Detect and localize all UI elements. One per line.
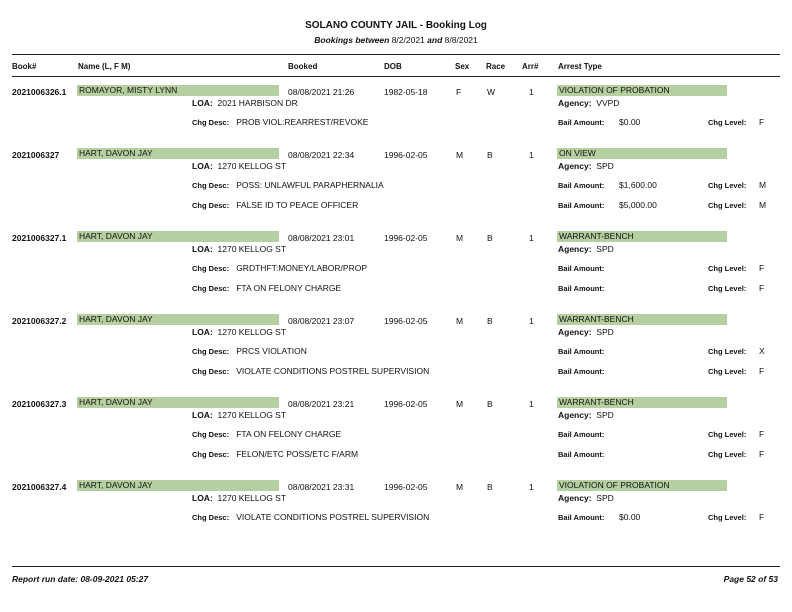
chg-desc-label: Chg Desc: bbox=[192, 513, 230, 522]
charge-desc-line bbox=[192, 283, 341, 293]
arrest-number: 1 bbox=[529, 482, 534, 492]
book-number: 2021006327.3 bbox=[12, 399, 67, 409]
inmate-name: HART, DAVON JAY bbox=[77, 231, 279, 242]
sex-value: M bbox=[456, 150, 464, 160]
sex-value: M bbox=[456, 399, 464, 409]
agency-line bbox=[558, 327, 614, 337]
agency-label: Agency: bbox=[558, 244, 592, 254]
charge-description: VIOLATE CONDITIONS POSTREL SUPERVISION bbox=[236, 366, 430, 376]
charge-description: PROB VIOL:REARREST/REVOKE bbox=[236, 117, 369, 127]
charge-desc-line bbox=[192, 200, 358, 210]
loa-label: LOA: bbox=[192, 98, 213, 108]
charge-level-value: F bbox=[759, 512, 765, 522]
column-header-arrest-type: Arrest Type bbox=[558, 62, 602, 71]
header-top-rule bbox=[12, 54, 780, 55]
race-value: B bbox=[487, 482, 493, 492]
agency-value: VVPD bbox=[596, 98, 620, 108]
book-number: 2021006327.1 bbox=[12, 233, 67, 243]
booked-datetime: 08/08/2021 23:01 bbox=[288, 233, 355, 243]
arrest-type: WARRANT-BENCH bbox=[557, 314, 727, 325]
date-of-birth: 1996-02-05 bbox=[384, 150, 428, 160]
loa-value: 1270 KELLOG ST bbox=[217, 493, 287, 503]
bail-amount-label: Bail Amount: bbox=[558, 181, 605, 190]
agency-line bbox=[558, 98, 619, 108]
column-header-arr: Arr# bbox=[522, 62, 539, 71]
loa-value: 2021 HARBISON DR bbox=[217, 98, 298, 108]
bail-amount-label: Bail Amount: bbox=[558, 201, 605, 210]
agency-label: Agency: bbox=[558, 493, 592, 503]
sex-value: M bbox=[456, 482, 464, 492]
booked-datetime: 08/08/2021 23:31 bbox=[288, 482, 355, 492]
chg-level-label: Chg Level: bbox=[708, 181, 747, 190]
date-of-birth: 1996-02-05 bbox=[384, 233, 428, 243]
agency-label: Agency: bbox=[558, 161, 592, 171]
booked-datetime: 08/08/2021 23:07 bbox=[288, 316, 355, 326]
sex-value: F bbox=[456, 87, 462, 97]
date-to: 8/8/2021 bbox=[444, 35, 478, 45]
inmate-name: HART, DAVON JAY bbox=[77, 314, 279, 325]
chg-level-label: Chg Level: bbox=[708, 118, 747, 127]
agency-line bbox=[558, 410, 614, 420]
header-bottom-rule bbox=[12, 76, 780, 77]
agency-value: SPD bbox=[596, 327, 614, 337]
inmate-name: HART, DAVON JAY bbox=[77, 397, 279, 408]
chg-desc-label: Chg Desc: bbox=[192, 450, 230, 459]
bail-amount-label: Bail Amount: bbox=[558, 347, 605, 356]
arrest-number: 1 bbox=[529, 399, 534, 409]
chg-desc-label: Chg Desc: bbox=[192, 347, 230, 356]
agency-label: Agency: bbox=[558, 98, 592, 108]
bail-amount-value: $1,600.00 bbox=[619, 180, 657, 190]
date-of-birth: 1996-02-05 bbox=[384, 482, 428, 492]
charge-description: FTA ON FELONY CHARGE bbox=[236, 283, 342, 293]
column-header-sex: Sex bbox=[455, 62, 470, 71]
charge-description: FELON/ETC POSS/ETC F/ARM bbox=[236, 449, 359, 459]
chg-level-label: Chg Level: bbox=[708, 201, 747, 210]
bail-amount-value: $0.00 bbox=[619, 117, 641, 127]
bail-amount-label: Bail Amount: bbox=[558, 513, 605, 522]
charge-level-value: F bbox=[759, 263, 765, 273]
charge-level-value: X bbox=[759, 346, 765, 356]
loa-label: LOA: bbox=[192, 493, 213, 503]
chg-level-label: Chg Level: bbox=[708, 430, 747, 439]
charge-desc-line bbox=[192, 180, 384, 190]
charge-desc-line bbox=[192, 366, 429, 376]
charge-desc-line bbox=[192, 512, 429, 522]
loa-label: LOA: bbox=[192, 161, 213, 171]
arrest-number: 1 bbox=[529, 316, 534, 326]
chg-level-label: Chg Level: bbox=[708, 367, 747, 376]
charge-description: GRDTHFT:MONEY/LABOR/PROP bbox=[236, 263, 368, 273]
agency-line bbox=[558, 493, 614, 503]
loa-value: 1270 KELLOG ST bbox=[217, 244, 287, 254]
column-header-book: Book# bbox=[12, 62, 37, 71]
charge-description: VIOLATE CONDITIONS POSTREL SUPERVISION bbox=[236, 512, 430, 522]
column-header-booked: Booked bbox=[288, 62, 318, 71]
chg-level-label: Chg Level: bbox=[708, 264, 747, 273]
sex-value: M bbox=[456, 316, 464, 326]
agency-value: SPD bbox=[596, 244, 614, 254]
agency-value: SPD bbox=[596, 410, 614, 420]
arrest-number: 1 bbox=[529, 150, 534, 160]
date-of-birth: 1996-02-05 bbox=[384, 399, 428, 409]
chg-desc-label: Chg Desc: bbox=[192, 430, 230, 439]
chg-level-label: Chg Level: bbox=[708, 513, 747, 522]
chg-desc-label: Chg Desc: bbox=[192, 181, 230, 190]
charge-level-value: F bbox=[759, 429, 765, 439]
inmate-name: ROMAYOR, MISTY LYNN bbox=[77, 85, 279, 96]
chg-desc-label: Chg Desc: bbox=[192, 118, 230, 127]
agency-label: Agency: bbox=[558, 410, 592, 420]
chg-desc-label: Chg Desc: bbox=[192, 264, 230, 273]
charge-description: FTA ON FELONY CHARGE bbox=[236, 429, 342, 439]
loa-line bbox=[192, 244, 286, 254]
charge-level-value: M bbox=[759, 180, 767, 190]
date-of-birth: 1996-02-05 bbox=[384, 316, 428, 326]
charge-level-value: F bbox=[759, 366, 765, 376]
arrest-type: VIOLATION OF PROBATION bbox=[557, 85, 727, 96]
loa-line bbox=[192, 493, 286, 503]
subtitle-prefix: Bookings between bbox=[314, 35, 390, 45]
charge-desc-line bbox=[192, 429, 341, 439]
booked-datetime: 08/08/2021 22:34 bbox=[288, 150, 355, 160]
report-run-date: Report run date: 08-09-2021 05:27 bbox=[12, 574, 149, 584]
agency-value: SPD bbox=[596, 161, 614, 171]
agency-value: SPD bbox=[596, 493, 614, 503]
column-header-dob: DOB bbox=[384, 62, 402, 71]
chg-level-label: Chg Level: bbox=[708, 347, 747, 356]
inmate-name: HART, DAVON JAY bbox=[77, 148, 279, 159]
race-value: B bbox=[487, 399, 493, 409]
chg-level-label: Chg Level: bbox=[708, 450, 747, 459]
sex-value: M bbox=[456, 233, 464, 243]
bail-amount-label: Bail Amount: bbox=[558, 430, 605, 439]
loa-label: LOA: bbox=[192, 327, 213, 337]
charge-level-value: F bbox=[759, 449, 765, 459]
charge-description: POSS: UNLAWFUL PARAPHERNALIA bbox=[236, 180, 384, 190]
column-header-name: Name (L, F M) bbox=[78, 62, 131, 71]
agency-line bbox=[558, 244, 614, 254]
book-number: 2021006327 bbox=[12, 150, 60, 160]
arrest-type: WARRANT-BENCH bbox=[557, 231, 727, 242]
footer-rule bbox=[12, 566, 780, 567]
date-from: 8/2/2021 bbox=[391, 35, 425, 45]
bail-amount-label: Bail Amount: bbox=[558, 118, 605, 127]
book-number: 2021006327.4 bbox=[12, 482, 67, 492]
inmate-name: HART, DAVON JAY bbox=[77, 480, 279, 491]
column-header-race: Race bbox=[486, 62, 506, 71]
report-subtitle bbox=[0, 35, 792, 45]
charge-level-value: F bbox=[759, 283, 765, 293]
charge-description: PRCS VIOLATION bbox=[236, 346, 307, 356]
charge-desc-line bbox=[192, 117, 368, 127]
charge-desc-line bbox=[192, 449, 358, 459]
arrest-type: WARRANT-BENCH bbox=[557, 397, 727, 408]
arrest-number: 1 bbox=[529, 233, 534, 243]
booked-datetime: 08/08/2021 21:26 bbox=[288, 87, 355, 97]
bail-amount-value: $5,000.00 bbox=[619, 200, 657, 210]
bail-amount-label: Bail Amount: bbox=[558, 264, 605, 273]
loa-value: 1270 KELLOG ST bbox=[217, 161, 287, 171]
race-value: B bbox=[487, 316, 493, 326]
book-number: 2021006327.2 bbox=[12, 316, 67, 326]
bail-amount-label: Bail Amount: bbox=[558, 367, 605, 376]
arrest-number: 1 bbox=[529, 87, 534, 97]
bail-amount-value: $0.00 bbox=[619, 512, 641, 522]
subtitle-and: and bbox=[427, 35, 443, 45]
page-number: Page 52 of 53 bbox=[723, 574, 778, 584]
chg-level-label: Chg Level: bbox=[708, 284, 747, 293]
race-value: W bbox=[487, 87, 496, 97]
loa-line bbox=[192, 98, 298, 108]
charge-desc-line bbox=[192, 346, 307, 356]
loa-line bbox=[192, 410, 286, 420]
race-value: B bbox=[487, 233, 493, 243]
booked-datetime: 08/08/2021 23:21 bbox=[288, 399, 355, 409]
bail-amount-label: Bail Amount: bbox=[558, 450, 605, 459]
arrest-type: VIOLATION OF PROBATION bbox=[557, 480, 727, 491]
arrest-type: ON VIEW bbox=[557, 148, 727, 159]
loa-value: 1270 KELLOG ST bbox=[217, 327, 287, 337]
charge-desc-line bbox=[192, 263, 367, 273]
charge-description: FALSE ID TO PEACE OFFICER bbox=[236, 200, 359, 210]
charge-level-value: F bbox=[759, 117, 765, 127]
chg-desc-label: Chg Desc: bbox=[192, 284, 230, 293]
agency-label: Agency: bbox=[558, 327, 592, 337]
loa-line bbox=[192, 161, 286, 171]
agency-line bbox=[558, 161, 614, 171]
report-title: SOLANO COUNTY JAIL - Booking Log bbox=[305, 20, 487, 31]
chg-desc-label: Chg Desc: bbox=[192, 201, 230, 210]
bail-amount-label: Bail Amount: bbox=[558, 284, 605, 293]
date-of-birth: 1982-05-18 bbox=[384, 87, 428, 97]
loa-label: LOA: bbox=[192, 410, 213, 420]
charge-level-value: M bbox=[759, 200, 767, 210]
loa-value: 1270 KELLOG ST bbox=[217, 410, 287, 420]
book-number: 2021006326.1 bbox=[12, 87, 67, 97]
race-value: B bbox=[487, 150, 493, 160]
loa-line bbox=[192, 327, 286, 337]
loa-label: LOA: bbox=[192, 244, 213, 254]
chg-desc-label: Chg Desc: bbox=[192, 367, 230, 376]
